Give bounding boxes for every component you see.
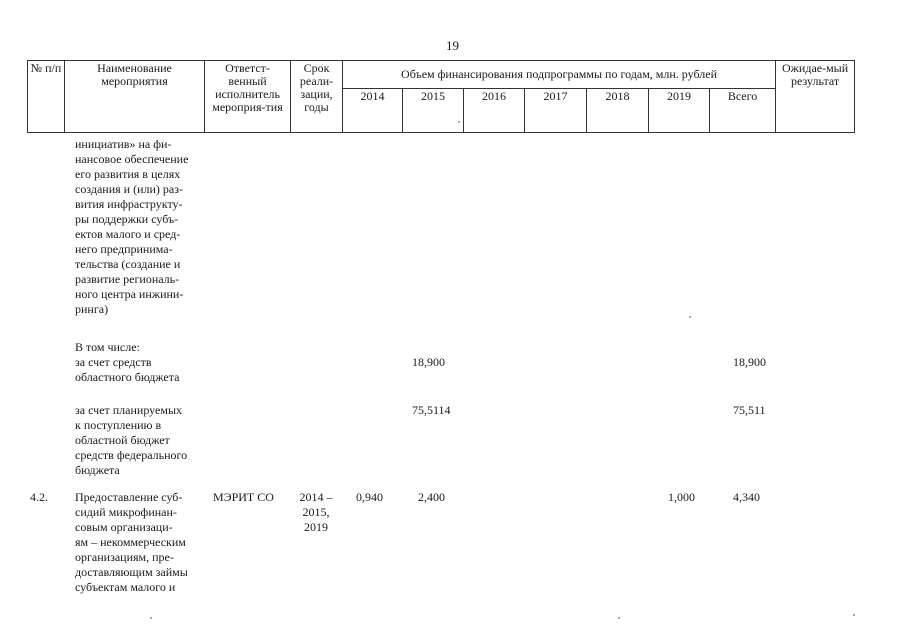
name-line: организациям, пре-	[75, 550, 174, 564]
header-year-2014: 2014	[343, 89, 403, 133]
scan-speck	[150, 617, 152, 619]
term-line: 2015,	[302, 505, 330, 519]
name-line: вития инфраструкту-	[75, 197, 183, 211]
name-line: за счет средств	[75, 355, 152, 369]
name-line: ного центра инжини-	[75, 287, 184, 301]
table-header	[27, 60, 855, 133]
header-result: Ожидае-мый результат	[776, 61, 855, 133]
header-responsible: Ответст-венный исполнитель мероприя-тия	[205, 61, 291, 133]
item-42-2019: 1,000	[668, 490, 695, 504]
subrow-regional-total: 18,900	[733, 355, 766, 369]
name-line: сидий микрофинан-	[75, 505, 177, 519]
name-line: средств федерального	[75, 448, 188, 462]
including-label: В том числе:	[75, 340, 140, 354]
term-line: 2019	[304, 520, 328, 534]
scan-speck	[618, 617, 620, 619]
name-line: субъектам малого и	[75, 580, 176, 594]
subrow-federal-name	[75, 403, 205, 478]
header-total: Всего	[710, 89, 776, 133]
item-42-term	[291, 490, 341, 535]
name-line: бюджета	[75, 463, 120, 477]
subrow-federal-2015: 75,5114	[412, 403, 451, 417]
header-year-2017: 2017	[525, 89, 587, 133]
page-number: 19	[446, 38, 459, 53]
header-name: Наименование мероприятия	[65, 61, 205, 133]
name-line: нансовое обеспечение	[75, 152, 189, 166]
item-42-name	[75, 490, 205, 595]
name-line: него предпринима-	[75, 242, 173, 256]
item-42-2014: 0,940	[356, 490, 383, 504]
name-line: тельства (создание и	[75, 257, 181, 271]
name-line: к поступлению в	[75, 418, 162, 432]
term-line: 2014 –	[299, 490, 333, 504]
name-line: инициатив» на фи-	[75, 137, 172, 151]
name-line: ектов малого и сред-	[75, 227, 181, 241]
name-line: за счет планируемых	[75, 403, 183, 417]
name-line: доставляющим займы	[75, 565, 188, 579]
header-number: № п/п	[28, 61, 65, 133]
subrow-federal-total: 75,511	[733, 403, 766, 417]
item-42-responsible: МЭРИТ СО	[213, 490, 274, 504]
header-year-2015: 2015	[403, 89, 464, 133]
name-line: ям – некоммерческим	[75, 535, 186, 549]
item-42-2015: 2,400	[418, 490, 445, 504]
scan-speck	[853, 614, 855, 616]
scan-speck	[689, 316, 691, 318]
name-line: ринга)	[75, 302, 109, 316]
scan-speck	[458, 121, 460, 123]
item-42-total: 4,340	[733, 490, 760, 504]
header-year-2018: 2018	[587, 89, 649, 133]
header-term: Срок реали-зации, годы	[291, 61, 343, 133]
name-line: областной бюджет	[75, 433, 170, 447]
name-line: создания и (или) раз-	[75, 182, 183, 196]
subrow-regional-2015: 18,900	[412, 355, 445, 369]
name-line: Предоставление суб-	[75, 490, 183, 504]
name-line: областного бюджета	[75, 370, 180, 384]
name-line: ры поддержки субъ-	[75, 212, 179, 226]
subrow-regional-name	[75, 355, 205, 385]
continued-name	[75, 137, 205, 317]
name-line: его развития в целях	[75, 167, 181, 181]
name-line: развитие региональ-	[75, 272, 180, 286]
header-funding: Объем финансирования подпрограммы по годам, млн. рублей	[343, 61, 776, 89]
header-year-2016: 2016	[464, 89, 525, 133]
header-year-2019: 2019	[649, 89, 710, 133]
item-42-number: 4.2.	[30, 490, 48, 504]
name-line: совым организаци-	[75, 520, 173, 534]
table-body	[27, 133, 854, 640]
